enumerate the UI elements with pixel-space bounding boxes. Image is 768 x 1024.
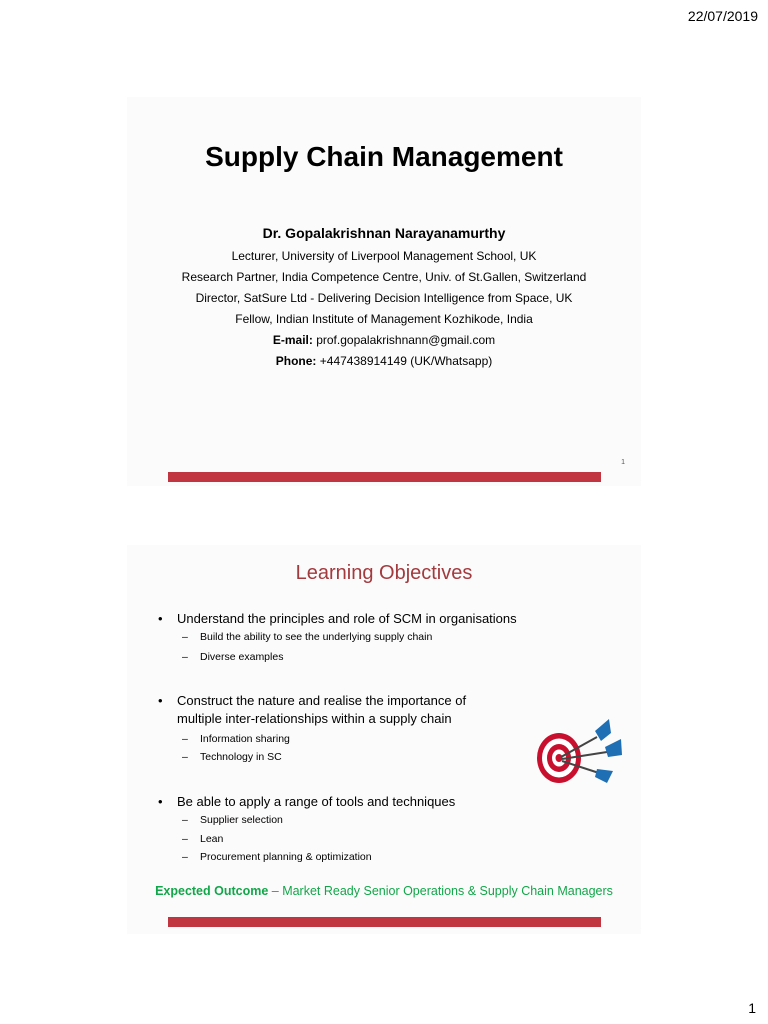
objective-bullet — [158, 610, 538, 628]
affiliation-line: Director, SatSure Ltd - Delivering Decision Intelligence from Space, UK — [195, 291, 573, 305]
slide-title — [127, 97, 641, 486]
affiliation-line: Research Partner, India Competence Centre, Univ. of St.Gallen, Switzerland — [181, 270, 587, 284]
phone-label: Phone: — [275, 354, 317, 368]
sub-bullet: – Procurement planning & optimization — [182, 851, 372, 863]
slide-learning-objectives — [127, 545, 641, 934]
page-number: 1 — [748, 1000, 756, 1016]
sub-bullet: – Supplier selection — [182, 814, 283, 826]
objective-text: Construct the nature and realise the importance of multiple inter-relationships within a supply chain — [177, 693, 467, 726]
slide-footer-bar — [168, 472, 601, 482]
affiliation-line: Lecturer, University of Liverpool Management School, UK — [231, 249, 537, 263]
phone-line — [127, 351, 641, 372]
slide-title-heading: Supply Chain Management — [205, 141, 563, 172]
sub-bullet: – Lean — [182, 833, 224, 845]
email-line — [127, 330, 641, 351]
expected-outcome — [127, 884, 641, 898]
slide-number: 1 — [621, 459, 625, 466]
outcome-label: Expected Outcome — [155, 884, 269, 898]
slide-heading: Learning Objectives — [295, 562, 473, 584]
phone-value: +447438914149 (UK/Whatsapp) — [319, 354, 493, 368]
affiliation-list — [127, 246, 641, 372]
bullet-dot: • — [158, 693, 163, 708]
sub-bullet: – Technology in SC — [182, 751, 282, 763]
objective-text: Understand the principles and role of SCM in organisations — [177, 611, 517, 626]
author-name: Dr. Gopalakrishnan Narayanamurthy — [262, 225, 506, 241]
sub-bullet: – Diverse examples — [182, 651, 284, 663]
slide-footer-bar — [168, 917, 601, 927]
bullet-dot: • — [158, 611, 163, 626]
email-value: prof.gopalakrishnann@gmail.com — [316, 333, 496, 347]
page-date: 22/07/2019 — [687, 8, 758, 24]
objective-bullet — [158, 692, 498, 728]
bullet-dot: • — [158, 794, 163, 809]
dartboard-icon — [525, 713, 627, 785]
objective-text: Be able to apply a range of tools and techniques — [177, 794, 456, 809]
outcome-text: – Market Ready Senior Operations & Supply Chain Managers — [268, 884, 613, 898]
sub-bullet: – Build the ability to see the underlying supply chain — [182, 631, 433, 643]
objective-bullet — [158, 793, 538, 811]
email-label: E-mail: — [272, 333, 313, 347]
sub-bullet: – Information sharing — [182, 733, 290, 745]
affiliation-line: Fellow, Indian Institute of Management Kozhikode, India — [235, 312, 533, 326]
